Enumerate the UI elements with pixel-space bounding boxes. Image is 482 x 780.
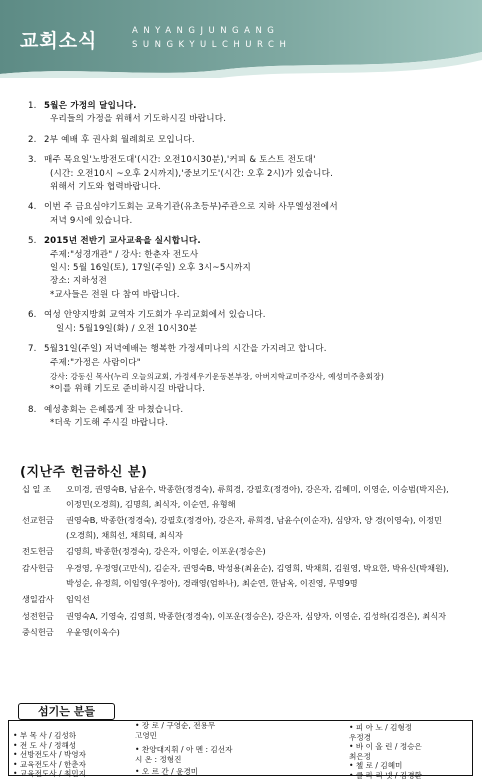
notice-item: 6. 여성 안양지방회 교역자 기도회가 우리교회에서 있습니다. 일시: 5월19일(화) / 오전 10시30분: [28, 310, 266, 334]
offering-row: 전도헌금 김영희, 박종한(정경숙), 강은자, 이영순, 이포운(정승은): [22, 544, 476, 559]
offering-category: 생일감사: [22, 594, 54, 605]
notice-list: [28, 100, 474, 438]
offering-category: 중식헌금: [22, 627, 54, 638]
banner-title: 교회소식: [20, 30, 98, 52]
offering-category: 십 일 조: [22, 484, 51, 494]
servants-column-elders-choir: • 장 로 / 구영순, 전용무 고영민 • 찬양대지휘 / 아 멘 : 김선자 시 온 : 정형진 • 오 르 간 / 윤경미: [135, 721, 233, 776]
offerings-list: [22, 482, 476, 642]
offering-row: 중식헌금 우윤영(이욱수): [22, 625, 476, 640]
notice-item: 3. 매주 목요일'노방전도대'(시간: 오전10시30분),'커피 & 토스트 전도대' (시간: 오전10시 ~오후 2시까지),'중보기도'(시간: 오후 2시)가 있습니다. 위해서 기도와 협력바랍니다.: [28, 155, 334, 193]
servants-heading: 섬기는 분들: [18, 703, 115, 720]
notice-item: 8. 예성총회는 은혜롭게 잘 마쳤습니다. *더욱 기도해 주시길 바랍니다.: [28, 404, 184, 429]
offering-category: 전도헌금: [22, 546, 54, 557]
servants-box: [8, 720, 473, 780]
notice-item: 4. 이번 주 금요심야기도회는 교육기관(유초등부)주관으로 지하 사무엘성전에서 저녁 9시에 있습니다.: [28, 202, 338, 226]
notice-item: 2. 2부 예배 후 권사회 월례회로 모입니다.: [28, 134, 195, 145]
servants-column-musicians: • 피 아 노 / 김형정 우정경 • 바 이 올 린 / 정승은 최은정 • 첼 로 / 김혜미 • 클 라 리 넷 / 김경환: [349, 723, 422, 780]
offering-category: 선교헌금: [22, 515, 54, 526]
offering-row: 십 일 조 오미경, 권영숙B, 남윤수, 박종한(정경숙), 류희경, 강필호(정경아), 강은자, 김혜미, 이영순, 이승범(박지은), 이정민(오경희), 김명희, 최식자, 이순연, 유형해: [22, 482, 476, 511]
offering-category: 성전헌금: [22, 610, 54, 621]
offering-row: 성전헌금 권영숙A, 기영숙, 김영희, 박종한(정경숙), 이포운(정승은), 강은자, 심양자, 이영순, 김성하(김경은), 최식자: [22, 609, 476, 624]
church-english-name: ANYANGJUNGANG SUNGKYULCHURCH: [132, 26, 292, 50]
header-banner: [0, 0, 482, 78]
notice-item: 5. 2015년 전반기 교사교육을 실시합니다. 주제:"성경개관" / 강사: 한춘자 전도사 일시: 5월 16일(토), 17일(주일) 오후 3시~5시까지 장소: 지하성전 *교사들은 전원 다 참여 바랍니다.: [28, 236, 251, 300]
offerings-heading: (지난주 헌금하신 분): [20, 465, 148, 480]
notice-item: 7. 5월31일(주일) 저녁예배는 행복한 가정세미나의 시간을 가지려고 합니다. 주제:"가정은 사람이다" 강사: 강동신 목사(누리 오늘의교회, 가정세우기운동본부장, 아버지학교미주강사, 예성미주총회장) *이를 위해 기도로 준비하시길 바랍니다.: [28, 344, 385, 395]
offering-row: 선교헌금 권영숙B, 박종한(정경숙), 강필호(정경아), 강은자, 류희경, 남윤수(이순자), 심양자, 양 경(이영숙), 이정민 (오경희), 채희선, 채희태, 최식자: [22, 513, 476, 542]
offering-category: 감사헌금: [22, 562, 54, 573]
notice-item: 1. 5월은 가정의 달입니다. 우리들의 가정을 위해서 기도하시길 바랍니다.: [28, 101, 227, 125]
servants-column-staff: • 부 목 사 / 김성하 • 전 도 사 / 정해성 • 선방전도사 / 박영자 • 교육전도사 / 한춘자 • 교육전도사 / 최민지: [13, 731, 86, 778]
offering-row: 생일감사 임익선: [22, 592, 476, 607]
offering-row: 감사헌금 우경영, 우정영(고만식), 김순자, 권영숙B, 박성용(최윤순), 김영희, 박채희, 김원영, 박요한, 박유신(박채원), 박성순, 유정희, 이임영(우정아), 경래영(엄하나), 최순연, 한남옥, 이진영, 무명9명: [22, 561, 476, 590]
